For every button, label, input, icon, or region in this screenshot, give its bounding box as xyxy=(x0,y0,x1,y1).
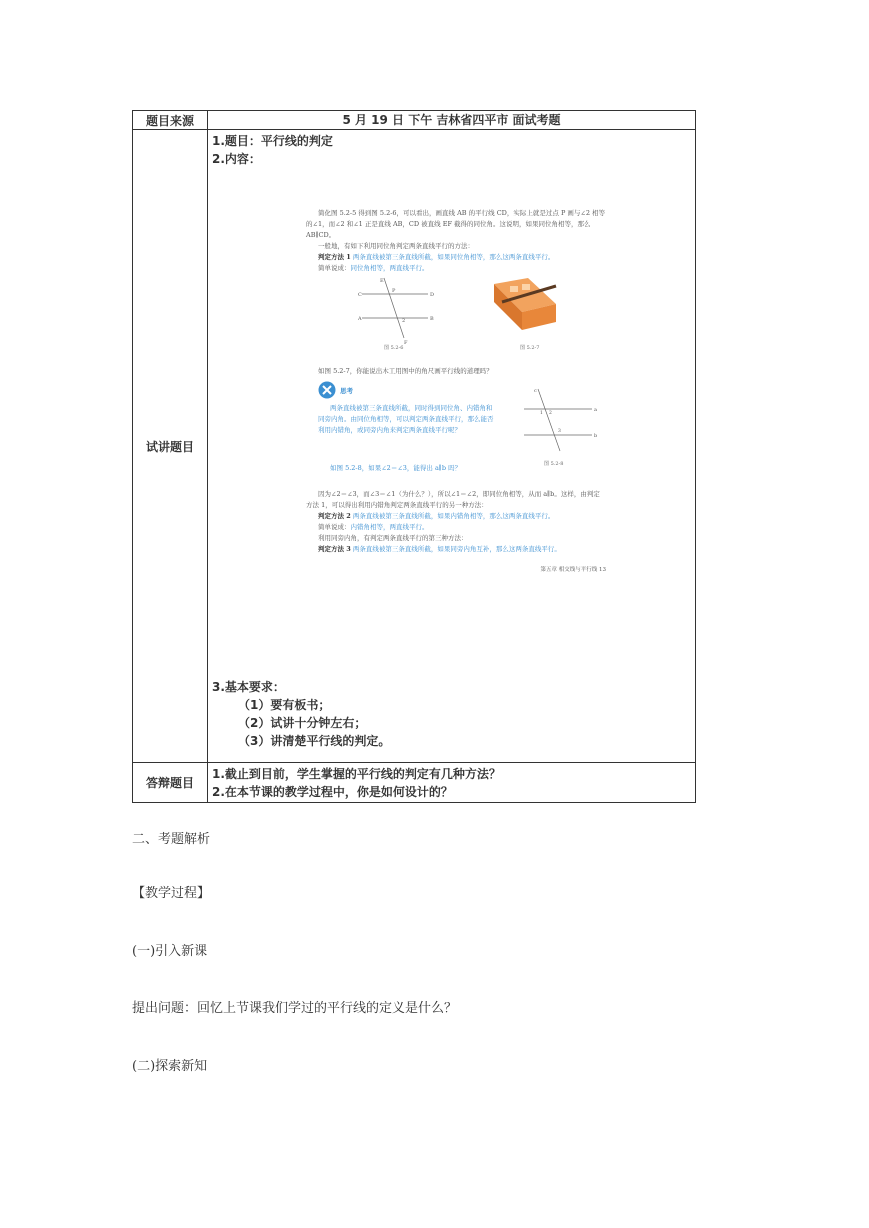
fig2-caption: 图 5.2-7 xyxy=(520,345,540,351)
source-value: 5 月 19 日 下午 吉林省四平市 面试考题 xyxy=(342,113,561,127)
defense-question: 2.在本节课的教学过程中，你是如何设计的？ xyxy=(212,785,453,799)
requirement-item: （1）要有板书； xyxy=(238,698,331,712)
method-2 xyxy=(306,511,606,522)
fig-line-ef xyxy=(384,278,404,338)
method-1-label: 判定方法 1 xyxy=(318,253,351,261)
fig3-svg xyxy=(518,385,598,469)
section-heading: (二)探索新知 xyxy=(132,1059,208,1074)
figure-row xyxy=(306,274,606,366)
fig3-label: b xyxy=(594,433,598,439)
row-source xyxy=(133,111,695,129)
fig3-label: 1 xyxy=(540,411,543,416)
section-heading: 二、考题解析 xyxy=(132,832,211,847)
textbook-paragraph: 简化图 5.2-5 得到图 5.2-6，可以看出，画直线 AB 的平行线 CD，实际上就是过点 P 画与∠2 相等的∠1，而∠2 和∠1 正是直线 AB，CD 被直线 EF 截得的同位角。这说明，如果同位角相等，那么 AB∥CD。 xyxy=(306,209,606,239)
method-3-label: 判定方法 3 xyxy=(318,545,351,553)
textbook-paragraph: 因为∠2＝∠3，而∠3＝∠1（为什么？），所以∠1＝∠2，即同位角相等，从而 a∥b。这样，由判定方法 1，可以得出利用内错角判定两条直线平行的另一种方法： xyxy=(306,490,600,509)
method-2-label: 判定方法 2 xyxy=(318,512,351,520)
method-3-text: 两条直线被第三条直线所截，如果同旁内角互补，那么这两条直线平行。 xyxy=(352,545,561,553)
short-2 xyxy=(306,522,606,533)
textbook-paragraph: 利用同旁内角，有判定两条直线平行的第三种方法： xyxy=(318,534,468,542)
textbook-footer: 第五章 相交线与平行线 13 xyxy=(540,567,606,573)
short-1-prefix: 简单说成： xyxy=(318,264,351,272)
think-question: 如图 5.2-8，如果∠2＝∠3，能得出 a∥b 吗？ xyxy=(330,464,462,472)
content-label: 2.内容： xyxy=(212,152,261,166)
think-text: 两条直线被第三条直线所截，同时得到同位角、内错角和同旁内角。由同位角相等，可以判定两条直线平行，那么能否利用内错角，或同旁内角来判定两条直线平行呢？ xyxy=(318,404,494,434)
method-2-text: 两条直线被第三条直线所截，如果内错角相等，那么这两条直线平行。 xyxy=(352,512,555,520)
topic: 1.题目：平行线的判定 xyxy=(212,134,333,148)
method-1 xyxy=(306,252,606,263)
defense-question: 1.截止到目前，学生掌握的平行线的判定有几种方法？ xyxy=(212,767,501,781)
fig1-caption: 图 5.2-6 xyxy=(384,345,404,351)
short-1 xyxy=(306,263,606,274)
requirement-item: （3）讲清楚平行线的判定。 xyxy=(238,734,391,748)
fig-label: E xyxy=(380,278,384,284)
textbook-excerpt xyxy=(306,208,606,668)
section-heading: (一)引入新课 xyxy=(132,944,208,959)
wood-block-image xyxy=(494,278,556,330)
fig3-label: 2 xyxy=(549,411,552,416)
method-1-text: 两条直线被第三条直线所截，如果同位角相等，那么这两条直线平行。 xyxy=(352,253,555,261)
figure-svg xyxy=(306,274,606,366)
source-label: 题目来源 xyxy=(133,111,208,129)
paragraph: 提出问题：回忆上节课我们学过的平行线的定义是什么？ xyxy=(132,1001,458,1016)
section-heading: 【教学过程】 xyxy=(132,886,211,901)
fig-label: C xyxy=(358,292,362,298)
think-box xyxy=(306,381,606,485)
think-badge-icon xyxy=(318,381,336,399)
method-3 xyxy=(306,544,606,555)
short-1-text: 同位角相等，两直线平行。 xyxy=(350,264,429,272)
fig-label: D xyxy=(430,292,435,298)
requirements xyxy=(212,678,390,750)
lecture-label: 试讲题目 xyxy=(133,130,208,762)
question-1: 如图 5.2-7，你能说出木工用图中的角尺画平行线的道理吗？ xyxy=(318,367,493,375)
textbook-paragraph: 一般地，有如下利用同位角判定两条直线平行的方法： xyxy=(318,242,474,250)
fig3-label: 3 xyxy=(558,429,561,434)
short-2-prefix: 简单说成： xyxy=(318,523,351,531)
row-defense xyxy=(133,762,695,802)
requirement-item: （2）试讲十分钟左右； xyxy=(238,716,367,730)
fig-label: P xyxy=(392,288,396,294)
fig3-label: c xyxy=(534,388,537,394)
fig3-caption: 图 5.2-8 xyxy=(544,461,564,467)
fig-label: F xyxy=(404,340,408,346)
short-2-text: 内错角相等，两直线平行。 xyxy=(350,523,429,531)
fig-label: B xyxy=(430,316,434,322)
think-title: 思考 xyxy=(340,387,353,395)
defense-questions xyxy=(208,763,695,802)
fig-label: 2 xyxy=(402,318,406,324)
fig-label: A xyxy=(358,316,362,322)
requirements-title: 3.基本要求： xyxy=(212,680,285,694)
defense-label: 答辩题目 xyxy=(133,763,208,802)
fig3-label: a xyxy=(594,407,597,413)
